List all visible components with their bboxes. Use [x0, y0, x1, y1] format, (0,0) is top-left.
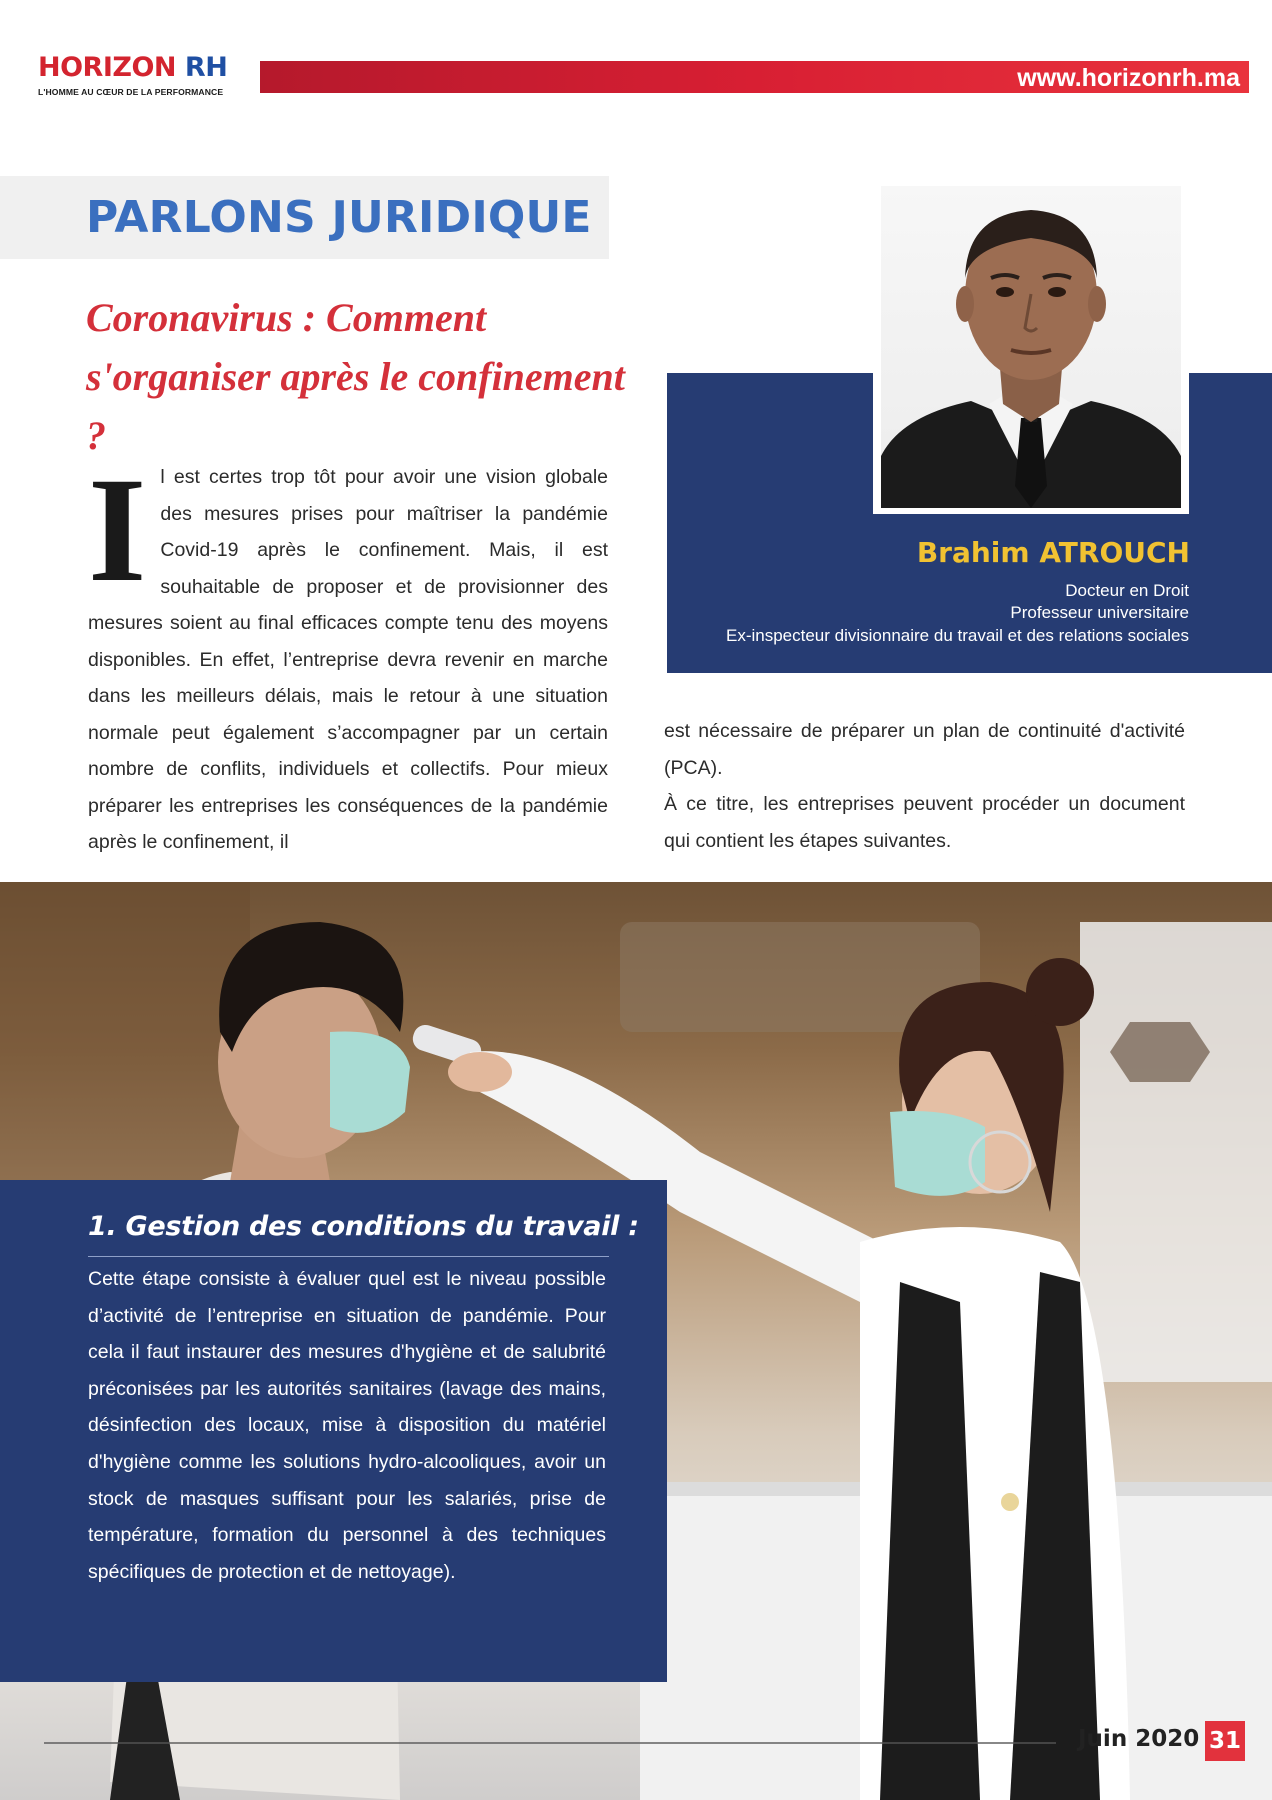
page-number: 31	[1205, 1721, 1245, 1761]
website-link[interactable]: www.horizonrh.ma	[1017, 64, 1240, 92]
info-box-title: 1. Gestion des conditions du travail :	[88, 1211, 639, 1242]
article-body-text-2a: est nécessaire de préparer un plan de continuité d'activité (PCA).	[664, 720, 1185, 779]
author-role-3: Ex-inspecteur divisionnaire du travail et des relations sociales	[725, 626, 1189, 645]
author-photo	[881, 186, 1181, 508]
author-role-2: Professeur universitaire	[1010, 603, 1189, 622]
article-body-column-1	[88, 447, 608, 861]
issue-date: Juin 2020	[1078, 1726, 1200, 1752]
logo	[38, 54, 227, 81]
logo-tagline: L'HOMME AU CŒUR DE LA PERFORMANCE	[38, 87, 224, 97]
article-body-column-2	[664, 713, 1185, 859]
footer-rule	[44, 1742, 1056, 1744]
article-body-text-2b: À ce titre, les entreprises peuvent procéder un document qui contient les étapes suivantes.	[664, 793, 1185, 852]
section-title: PARLONS JURIDIQUE	[86, 192, 592, 243]
info-box-text: Cette étape consiste à évaluer quel est le niveau possible d’activité de l’entreprise en situation de pandémie. Pour cela il faut instaurer des mesures d'hygiène et de salubrité préconisées par les autorités sanitaires (lavage des mains, désinfection des locaux, mise à disposition du matériel d'hygiène comme les solutions hydro-alcooliques, avoir un stock de masques suffisant pour les salariés, prise de température, formation du personnel à des techniques spécifiques de protection et de nettoyage).	[88, 1268, 606, 1583]
drop-cap: I	[88, 447, 147, 613]
article-title	[86, 288, 626, 465]
info-box-divider	[88, 1256, 609, 1257]
article-title-line-2: s'organiser après le confinement ?	[86, 354, 625, 458]
logo-main-text: HORIZON	[38, 52, 177, 83]
author-name: Brahim ATROUCH	[916, 536, 1190, 569]
article-body-text-1: l est certes trop tôt pour avoir une vision globale des mesures prises pour maîtriser la pandémie Covid-19 après le confinement. Mais, il est souhaitable de proposer et de provisionner des mesures soient au final efficaces compte tenu des moyens disponibles. En effet, l’entreprise devra revenir en marche dans les meilleurs délais, mais le retour à une situation normale peut également s’accompagner par un certain nombre de conflits, individuels et collectifs. Pour mieux préparer les entreprises les conséquences de la pandémie après le confinement, il	[88, 466, 608, 853]
author-role-1: Docteur en Droit	[1065, 581, 1189, 600]
logo-rh-text: RH	[184, 52, 228, 83]
author-portrait-illustration	[881, 186, 1181, 508]
article-title-line-1: Coronavirus : Comment	[86, 295, 487, 340]
